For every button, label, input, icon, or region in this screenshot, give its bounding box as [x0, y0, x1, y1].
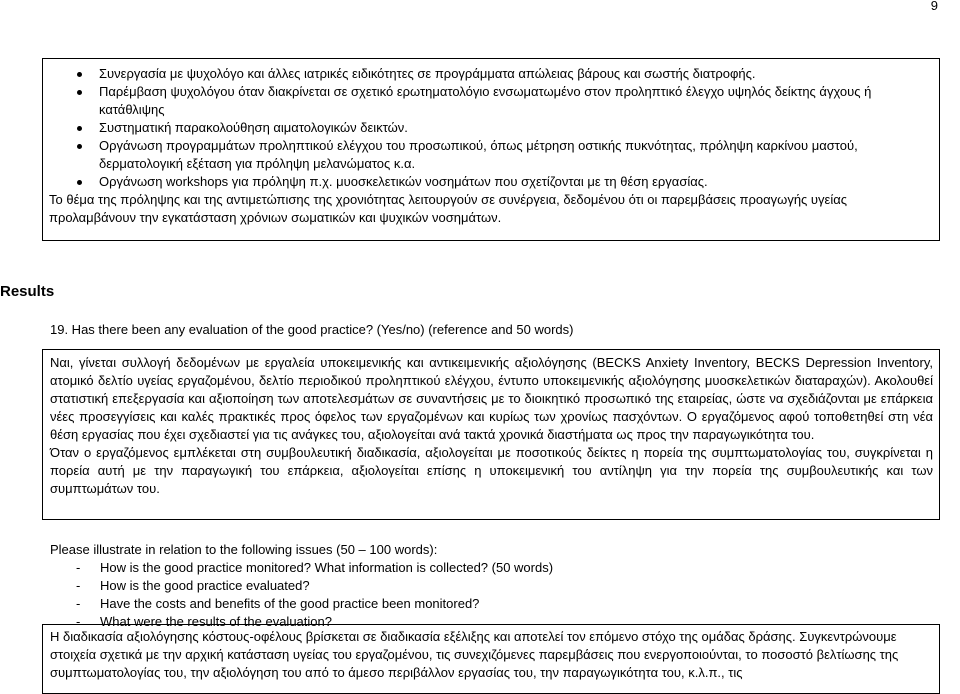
measures-list: [55, 65, 931, 191]
dash-marker: -: [76, 560, 81, 575]
evaluation-answer-box: [42, 349, 940, 520]
list-item: Συνεργασία με ψυχολόγο και άλλες ιατρικές ειδικότητες σε προγράμματα απώλειας βάρους και σωστής διατροφής.: [55, 65, 931, 83]
bullet-icon: [77, 144, 82, 149]
instructions-list: [50, 559, 553, 631]
bullet-icon: [77, 72, 82, 77]
list-item: - Have the costs and benefits of the good practice been monitored?: [76, 596, 480, 611]
list-item: Οργάνωση workshops για πρόληψη π.χ. μυοσκελετικών νοσημάτων που σχετίζονται με τη θέση εργασίας.: [55, 173, 931, 191]
dash-marker: -: [76, 578, 81, 593]
list-item: Συστηματική παρακολούθηση αιματολογικών δεικτών.: [55, 119, 931, 137]
results-heading: Results: [0, 283, 55, 300]
list-item: Παρέμβαση ψυχολόγου όταν διακρίνεται σε σχετικό ερωτηματολόγιο ενσωματωμένο στον προληπτικό έλεγχο υψηλός δείκτης άγχους ή κατάθλιψης: [55, 83, 931, 119]
list-item: - How is the good practice monitored? What information is collected? (50 words): [76, 560, 554, 575]
list-item: - How is the good practice evaluated?: [76, 578, 310, 593]
bullet-icon: [77, 126, 82, 131]
instructions-block: [50, 541, 553, 631]
measures-box: [42, 58, 940, 241]
dash-marker: -: [76, 596, 81, 611]
bullet-icon: [77, 90, 82, 95]
instructions-intro: Please illustrate in relation to the following issues (50 – 100 words):: [50, 542, 438, 557]
bullet-icon: [77, 180, 82, 185]
list-item: - What were the results of the evaluation?: [76, 614, 332, 629]
list-item: Οργάνωση προγραμμάτων προληπτικού ελέγχου του προσωπικού, όπως μέτρηση οστικής πυκνότητας, πρόληψη καρκίνου μαστού, δερματολογική εξέταση για πρόληψη μελανώματος κ.α.: [55, 137, 931, 173]
measures-closing-paragraph: Το θέμα της πρόληψης και της αντιμετώπισης της χρονιότητας λειτουργούν σε συνέργεια, δεδομένου ότι οι παρεμβάσεις προαγωγής υγείας προλαμβάνουν την εγκατάσταση χρόνιων σωματικών και ψυχικών νοσημάτων.: [49, 192, 847, 225]
cost-benefit-box: [42, 624, 940, 694]
answer-paragraph: Ναι, γίνεται συλλογή δεδομένων με εργαλεία υποκειμενικής και αντικειμενικής αξιολόγησης (BECKS Anxiety Inventory, BECKS Depression Inventory, ατομικό δελτίο υγείας εργαζομένου, δελτίο περιοδικού προληπτικού ελέγχου, έντυπο υποκειμενικής αξιολόγησης μυοσκελετικών διαταραχών). Ακολουθεί στατιστική επεξεργασία και αξιοποίηση των αποτελεσμάτων σε συναντήσεις με το διοικητικό προσωπικό της εταιρείας, ώστε να σχεδιάζονται με επάρκεια νέες προσεγγίσεις και καλές πρακτικές προς όφελος των εργαζομένων και κυρίως των χρονίως πασχόντων. Ο εργαζόμενος αφού τοποθετηθεί στη νέα θέση εργασίας που έχει σχεδιαστεί για τις ανάγκες του, αξιολογείται ανά τακτά χρονικά διαστήματα ως προς την παραγωγικότητα του.: [50, 355, 933, 442]
dash-marker: -: [76, 614, 81, 629]
evaluation-question: 19. Has there been any evaluation of the good practice? (Yes/no) (reference and 50 words): [50, 322, 574, 337]
answer-paragraph: Όταν ο εργαζόμενος εμπλέκεται στη συμβουλευτική διαδικασία, αξιολογείται με ποσοτικούς δείκτες η πορεία της συμπτωματολογίας του, συγκρίνεται η πορεία αυτή με την παραγωγική του επάρκεια, αξιολογείται επίσης η υποκειμενική του αντίληψη για την πορεία της συμβουλευτικής και των συμπτωμάτων του.: [50, 445, 933, 496]
page-number: 9: [930, 0, 938, 13]
cost-benefit-paragraph: Η διαδικασία αξιολόγησης κόστους-οφέλους βρίσκεται σε διαδικασία εξέλιξης και αποτελεί τον επόμενο στόχο της ομάδας δράσης. Συγκεντρώνουμε στοιχεία σχετικά με την αρχική κατάσταση υγείας του εργαζομένου, τις συνεχιζόμενες παρεμβάσεις που ενεργοποιούνται, τo ποσοστό βελτίωσης της συμπτωματολογίας του, την αξιολόγηση του από το άμεσο περιβάλλον εργασίας του, την παραγωγικότητα του, κ.λ.π., τις: [50, 629, 899, 680]
